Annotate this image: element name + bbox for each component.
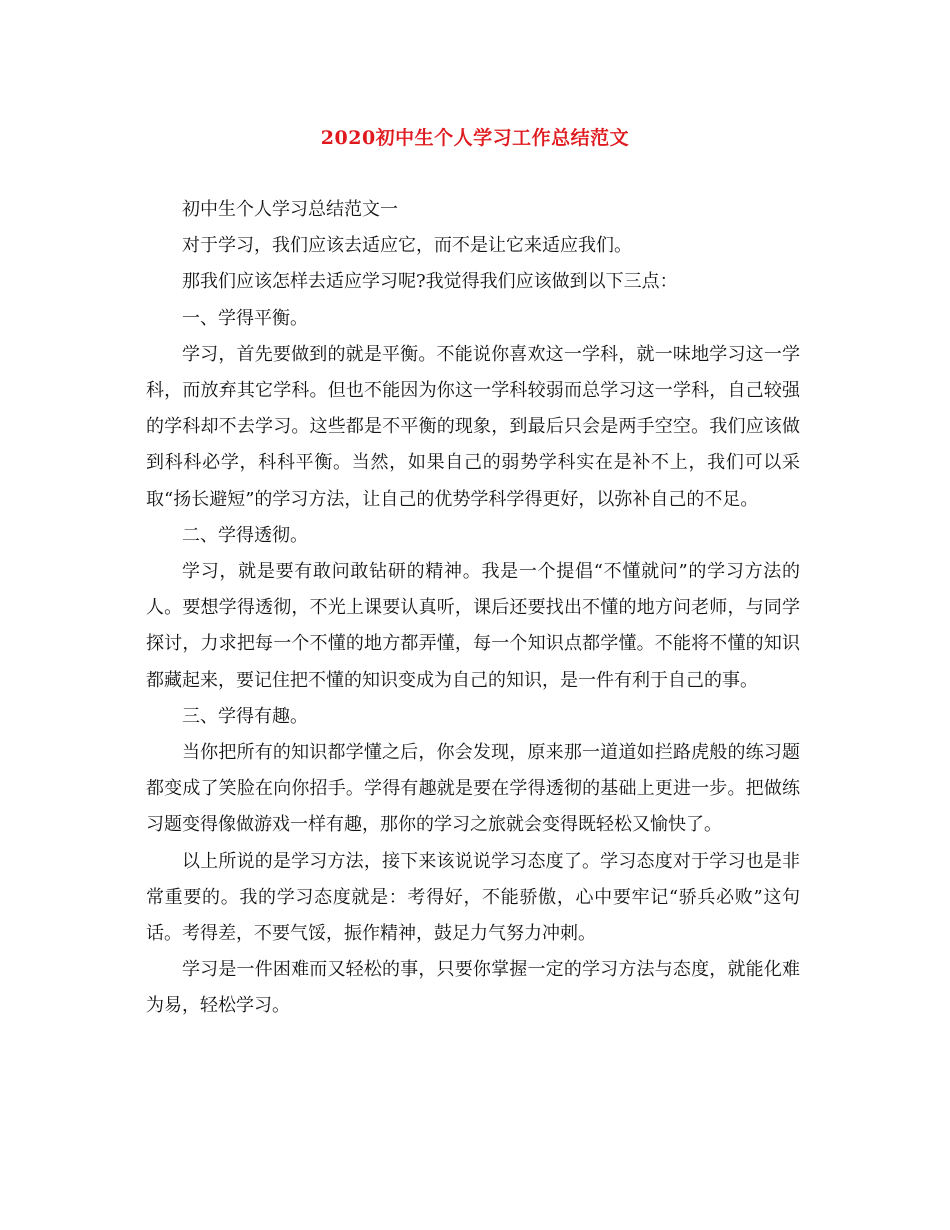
paragraph: 学习，首先要做到的就是平衡。不能说你喜欢这一学科，就一味地学习这一学科，而放弃其它学科。但也不能因为你这一学科较弱而总学习这一学科，自己较强的学科却不去学习。这些都是不平衡的现象，到最后只会是两手空空。我们应该做到科科必学，科科平衡。当然，如果自己的弱势学科实在是补不上，我们可以采取“扬长避短”的学习方法，让自己的优势学科学得更好，以弥补自己的不足。 <box>146 343 800 510</box>
document-body <box>146 192 800 1025</box>
paragraph: 对于学习，我们应该去适应它，而不是让它来适应我们。 <box>182 235 632 257</box>
section-heading: 二、学得透彻。 <box>182 524 308 546</box>
paragraph-heading: 初中生个人学习总结范文一 <box>182 199 398 220</box>
paragraph: 以上所说的是学习方法，接下来该说说学习态度了。学习态度对于学习也是非常重要的。我的学习态度就是：考得好，不能骄傲，心中要牢记“骄兵必败”这句话。考得差，不要气馁，振作精神，鼓足力气努力冲刺。 <box>146 850 800 945</box>
paragraph: 学习是一件困难而又轻松的事，只要你掌握一定的学习方法与态度，就能化难为易，轻松学习。 <box>146 959 800 1017</box>
document-title: 2020初中生个人学习工作总结范文 <box>320 127 630 149</box>
section-heading: 三、学得有趣。 <box>182 705 308 727</box>
paragraph: 那我们应该怎样去适应学习呢?我觉得我们应该做到以下三点： <box>182 271 678 293</box>
paragraph: 学习，就是要有敢问敢钻研的精神。我是一个提倡“不懂就问”的学习方法的人。要想学得透彻，不光上课要认真听，课后还要找出不懂的地方问老师，与同学探讨，力求把每一个不懂的地方都弄懂，每一个知识点都学懂。不能将不懂的知识都藏起来，要记住把不懂的知识变成为自己的知识，是一件有利于自己的事。 <box>146 561 800 691</box>
paragraph: 当你把所有的知识都学懂之后，你会发现，原来那一道道如拦路虎般的练习题都变成了笑脸在向你招手。学得有趣就是要在学得透彻的基础上更进一步。把做练习题变得像做游戏一样有趣，那你的学习之旅就会变得既轻松又愉快了。 <box>146 742 800 836</box>
section-heading: 一、学得平衡。 <box>182 307 308 329</box>
